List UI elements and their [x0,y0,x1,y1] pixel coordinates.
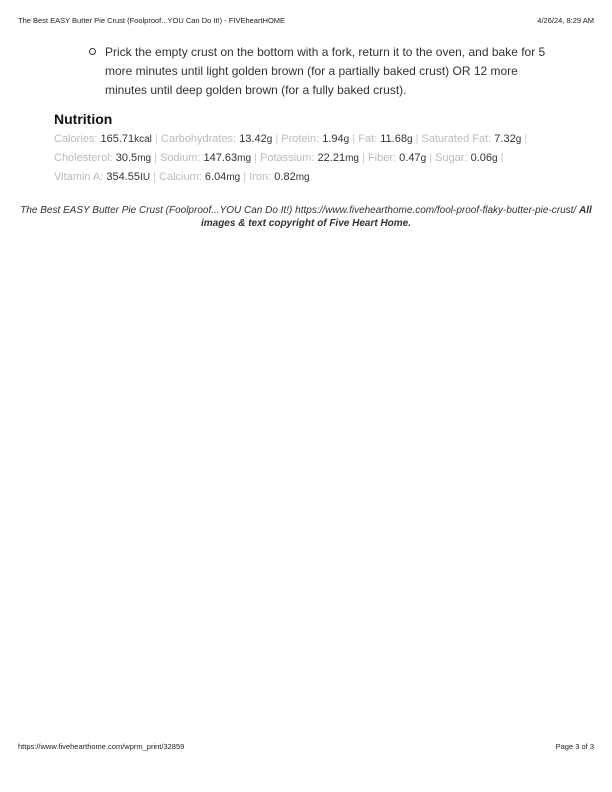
nutrition-label: Calories: [54,133,98,145]
nutrition-value: 165.71 [100,133,135,145]
nutrition-item [249,171,309,183]
nutrition-item [422,133,522,145]
nutrition-separator: | [275,133,279,145]
copyright-recipe-title: The Best EASY Butter Pie Crust (Foolproof...YOU Can Do It!) [20,205,293,216]
nutrition-label: Vitamin A: [54,171,104,183]
nutrition-separator: | [254,152,257,164]
copyright-notice [20,204,592,230]
nutrition-unit: kcal [134,134,152,145]
nutrition-unit: mg [345,153,359,164]
hollow-bullet-icon [89,48,96,55]
nutrition-value: 0.47 [399,152,421,164]
nutrition-value: 6.04 [204,171,227,183]
nutrition-value: 354.55 [106,171,141,183]
nutrition-value: 30.5 [115,152,138,164]
nutrition-item [368,152,426,164]
nutrition-item [160,152,251,164]
instructions-list [89,43,559,100]
copyright-url: https://www.fivehearthome.com/fool-proof-flaky-butter-pie-crust/ [295,205,577,216]
nutrition-heading: Nutrition [54,111,113,127]
nutrition-unit: IU [140,172,151,183]
nutrition-unit: mg [226,172,241,183]
nutrition-label: Potassium: [260,152,315,164]
print-footer [18,742,594,754]
nutrition-separator: | [154,152,158,164]
nutrition-separator: | [429,152,433,164]
nutrition-value: 147.63 [203,152,238,164]
instruction-step [89,43,559,100]
nutrition-value: 0.06 [470,152,493,164]
nutrition-label: Sugar: [435,152,468,164]
nutrition-separator: | [524,133,528,145]
nutrition-value: 7.32 [494,133,516,145]
nutrition-separator: | [243,171,247,183]
nutrition-value: 1.94 [322,133,344,145]
nutrition-section [54,111,564,187]
nutrition-item [54,171,150,183]
nutrition-label: Fiber: [367,152,397,164]
nutrition-unit: g [515,134,522,145]
nutrition-item [358,133,412,145]
copyright-text: All images & text copyright of Five Heart Home. [200,205,592,229]
nutrition-item [161,133,272,145]
nutrition-item [435,152,497,164]
nutrition-separator: | [352,133,356,145]
nutrition-separator: | [500,152,504,164]
print-header-title: The Best EASY Butter Pie Crust (Foolproof...YOU Can Do It!) - FIVEheartHOME [18,16,286,25]
nutrition-label: Calcium: [159,171,202,183]
nutrition-label: Carbohydrates: [160,133,237,145]
page-number: Page 3 of 3 [555,742,594,751]
nutrition-item [260,152,359,164]
nutrition-label: Protein: [281,133,320,145]
print-footer-url: https://www.fivehearthome.com/wprm_print/32859 [18,742,185,751]
nutrition-unit: g [420,153,427,164]
nutrition-unit: mg [295,172,310,183]
nutrition-value: 11.68 [380,133,407,145]
nutrition-unit: mg [137,153,152,164]
nutrition-item [54,133,152,145]
nutrition-item [159,171,240,183]
nutrition-unit: mg [237,153,252,164]
nutrition-separator: | [415,133,419,145]
nutrition-separator: | [153,171,156,183]
nutrition-label: Cholesterol: [54,152,113,164]
instruction-text: Prick the empty crust on the bottom with a fork, return it to the oven, and bake for 5 more minutes until light golden brown (for a partially baked crust) OR 12 more minutes until deep golden brown (for a fully baked crust). [105,45,546,97]
nutrition-unit: g [343,134,350,145]
nutrition-separator: | [154,133,158,145]
nutrition-label: Fat: [358,133,378,145]
nutrition-label: Saturated Fat: [421,133,492,145]
nutrition-value: 22.21 [317,152,346,164]
nutrition-unit: g [266,134,273,145]
nutrition-value: 0.82 [274,171,296,183]
nutrition-label: Sodium: [160,152,201,164]
nutrition-unit: g [406,134,413,145]
print-header-datetime: 4/26/24, 8:29 AM [537,16,594,25]
print-header [18,16,594,28]
nutrition-facts [54,130,564,187]
nutrition-value: 13.42 [239,133,267,145]
nutrition-item [54,152,151,164]
nutrition-label: Iron: [249,171,272,183]
nutrition-unit: g [492,153,498,164]
nutrition-item [281,133,349,145]
nutrition-separator: | [362,152,365,164]
